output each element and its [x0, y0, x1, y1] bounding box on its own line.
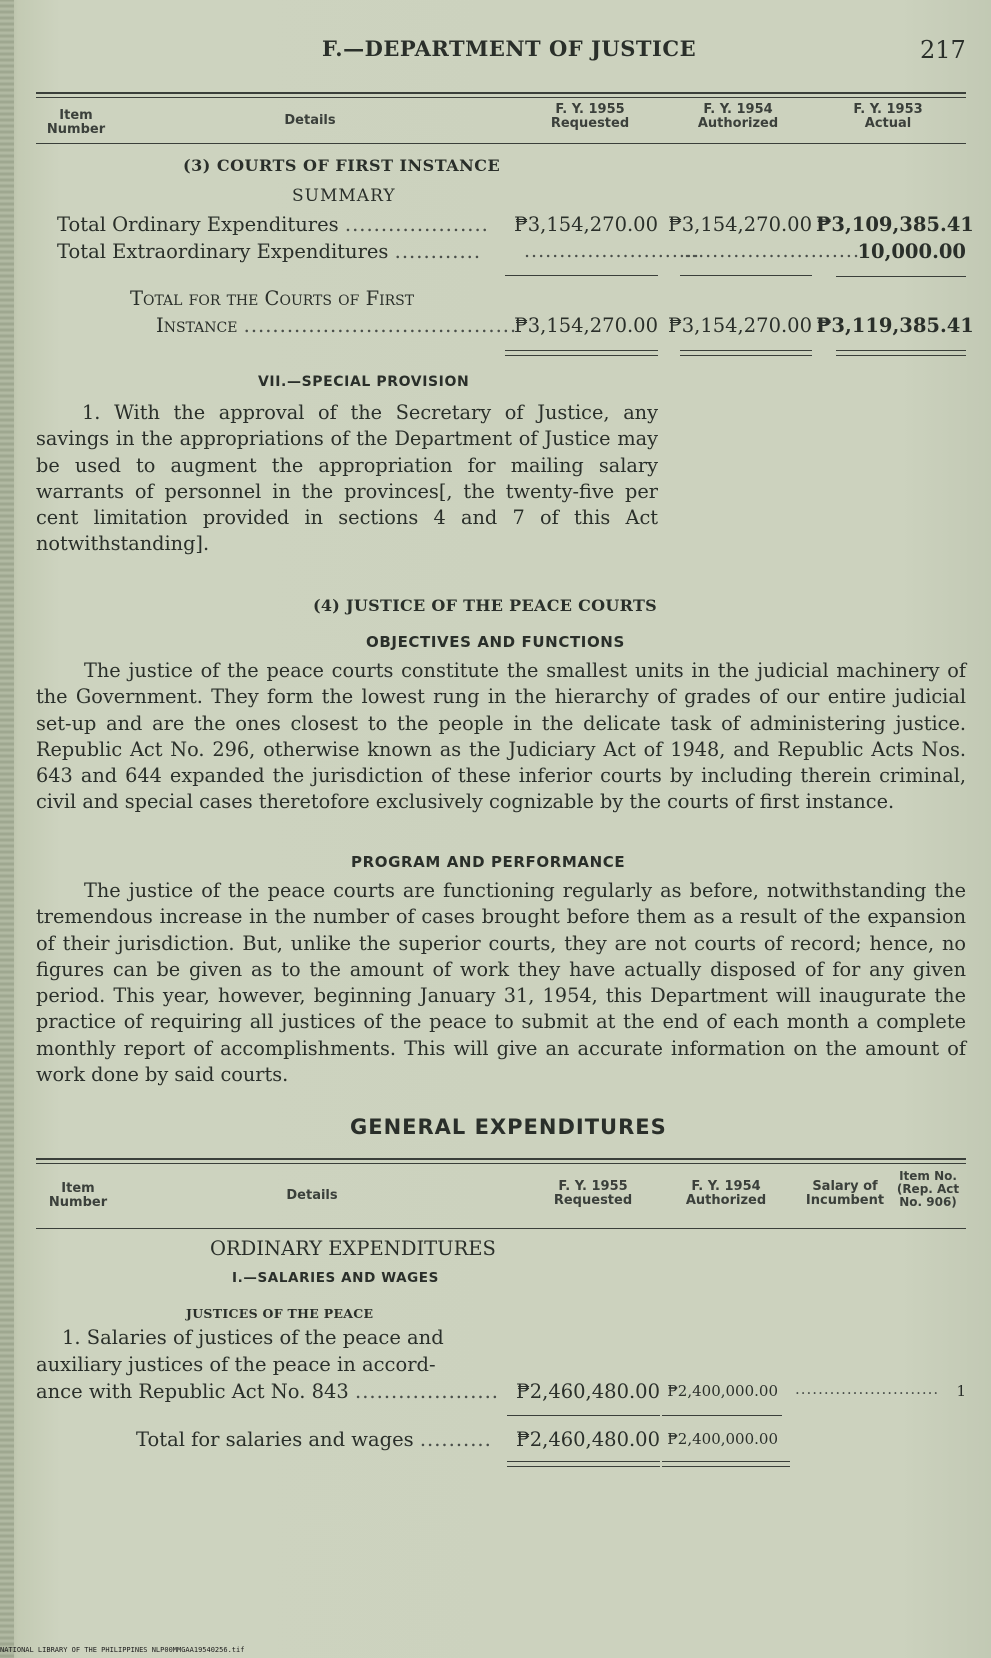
total-cfi-fy1953: ₱3,119,385.41	[816, 314, 974, 337]
subtotal-rule-1	[505, 275, 658, 276]
total-cfi-fy1955: ₱3,154,270.00	[513, 314, 658, 337]
salary-row-item-no: 1	[956, 1382, 966, 1400]
leader-dots: ....................	[355, 1380, 500, 1403]
t2-col-details: Details	[286, 1188, 338, 1203]
t1-col-fy1953: F. Y. 1953 Actual	[853, 102, 923, 131]
row-ordinary-fy1954: ₱3,154,270.00	[667, 213, 812, 236]
salaries-wages-heading: I.—SALARIES AND WAGES	[232, 1270, 439, 1286]
page-number: 217	[920, 36, 966, 64]
salary-row-line1: 1. Salaries of justices of the peace and	[62, 1326, 444, 1349]
t1-col-details: Details	[284, 113, 336, 128]
salaries-total-label	[136, 1428, 492, 1451]
special-provision-heading: VII.—SPECIAL PROVISION	[258, 374, 470, 390]
row-ordinary-fy1953: ₱3,109,385.41	[816, 213, 974, 236]
subtotal-rule-2	[680, 275, 812, 276]
salaries-total-rule-1b	[507, 1466, 660, 1467]
table2-top-rule	[36, 1158, 966, 1160]
jp-courts-title: (4) JUSTICE OF THE PEACE COURTS	[313, 596, 658, 615]
row-extraordinary-fy1953: 10,000.00	[857, 240, 966, 263]
general-expenditures-heading: GENERAL EXPENDITURES	[350, 1115, 667, 1139]
salaries-total-rule-2b	[662, 1466, 790, 1467]
total-cfi-label-line2	[156, 314, 517, 337]
t1-col-item	[36, 109, 116, 137]
row-extraordinary-label	[57, 240, 481, 263]
program-heading: PROGRAM AND PERFORMANCE	[351, 853, 626, 871]
page-title: F.—DEPARTMENT OF JUSTICE	[322, 36, 697, 61]
leader-dots: ....................	[344, 213, 489, 236]
row-ordinary-label	[57, 213, 489, 236]
summary-label: SUMMARY	[292, 186, 396, 206]
table1-top-rule-thin	[36, 97, 966, 98]
row-extraordinary-fy1955-dots: .........................	[524, 240, 700, 262]
leader-dots: ............	[394, 240, 482, 263]
objectives-heading: OBJECTIVES AND FUNCTIONS	[366, 633, 625, 651]
total-rule-3a	[836, 350, 966, 351]
table2-top-rule-thin	[36, 1163, 966, 1164]
table2-header-rule	[36, 1228, 966, 1229]
total-cfi-label-line1: Total for the Courts of First	[130, 287, 415, 310]
t2-col-fy1955: F. Y. 1955 Requested	[553, 1179, 633, 1208]
cfi-section-title: (3) COURTS OF FIRST INSTANCE	[183, 156, 501, 175]
salary-row-line3	[36, 1380, 499, 1403]
row-extraordinary-fy1954-dots: .........................	[684, 240, 860, 262]
table1-header-rule	[36, 143, 966, 144]
salary-subtotal-rule-1	[507, 1415, 660, 1416]
salary-row-line2: auxiliary justices of the peace in accord-	[36, 1353, 436, 1376]
total-cfi-fy1954: ₱3,154,270.00	[667, 314, 812, 337]
t2-col-item-no: Item No. (Rep. Act No. 906)	[896, 1169, 960, 1209]
leader-dots: ......................................	[243, 314, 518, 337]
total-rule-1a	[505, 350, 658, 351]
salaries-total-rule-1a	[507, 1461, 660, 1462]
leader-dots: ..........	[419, 1428, 492, 1451]
salaries-total-rule-2a	[662, 1461, 790, 1462]
t1-col-fy1954: F. Y. 1954 Authorized	[697, 102, 779, 131]
t2-col-item: Item Number	[48, 1181, 108, 1210]
t2-col-salary: Salary of Incumbent	[805, 1179, 885, 1208]
salaries-total-text: Total for salaries and wages	[136, 1428, 414, 1451]
subtotal-rule-3	[836, 276, 966, 277]
total-rule-2b	[680, 355, 812, 356]
salaries-total-fy1955: ₱2,460,480.00	[515, 1428, 660, 1451]
row-extraordinary-text: Total Extraordinary Expenditures	[57, 240, 389, 263]
t1-col-fy1955: F. Y. 1955 Requested	[550, 102, 630, 131]
ordinary-expenditures-heading: ORDINARY EXPENDITURES	[210, 1237, 496, 1260]
total-rule-1b	[505, 355, 658, 356]
salaries-total-fy1954: ₱2,400,000.00	[667, 1430, 778, 1448]
salary-row-fy1955: ₱2,460,480.00	[515, 1380, 660, 1403]
total-rule-3b	[836, 355, 966, 356]
row-ordinary-fy1955: ₱3,154,270.00	[513, 213, 658, 236]
objectives-text: The justice of the peace courts constitute the smallest units in the judicial machinery of the Government. They form the lowest rung in the hierarchy of grades of our entire judicial set-up and are the ones closest to the people in the delicate task of administering justice. Republic Act No. 296, otherwise known as the Judiciary Act of 1948, and Republic Acts Nos. 643 and 644 expanded the jurisdiction of these inferior courts by including therein criminal, civil and special cases theretofore exclusively cognizable by the courts of first instance.	[36, 659, 966, 814]
row-ordinary-text: Total Ordinary Expenditures	[57, 213, 339, 236]
scan-footer: NATIONAL LIBRARY OF THE PHILIPPINES NLP00MMGAA19540256.tif	[0, 1646, 245, 1654]
binding-edge	[0, 0, 14, 1658]
salary-row-fy1954: ₱2,400,000.00	[667, 1382, 778, 1400]
salary-row-line3-text: ance with Republic Act No. 843	[36, 1380, 349, 1403]
t2-col-fy1954: F. Y. 1954 Authorized	[685, 1179, 767, 1208]
program-text: The justice of the peace courts are functioning regularly as before, notwithstanding the tremendous increase in the number of cases brought before them as a result of the expansion of their jurisdiction. But, unlike the superior courts, they are not courts of record; hence, no figures can be given as to the amount of work they have actually disposed of for any given period. This year, however, beginning January 31, 1954, this Department will inaugurate the practice of requiring all justices of the peace to submit at the end of each month a complete monthly report of accomplishments. This will give an accurate information on the amount of work done by said courts.	[36, 879, 966, 1087]
t1-col-item-label: Item Number	[46, 108, 106, 137]
special-provision-text: 1. With the approval of the Secretary of Justice, any savings in the appropriations of the Department of Justice may be used to augment the appropriation for mailing salary warrants of personnel in the provinces[, the twenty-five per cent limitation provided in sections 4 and 7 of this Act notwithstanding].	[36, 401, 658, 556]
total-rule-2a	[680, 350, 812, 351]
salary-row-incumbent-dots: .........................	[795, 1380, 940, 1398]
total-cfi-instance: Instance	[156, 314, 238, 337]
salary-subtotal-rule-2	[662, 1415, 782, 1416]
justices-heading: JUSTICES OF THE PEACE	[186, 1306, 374, 1321]
table1-top-rule	[36, 92, 966, 94]
